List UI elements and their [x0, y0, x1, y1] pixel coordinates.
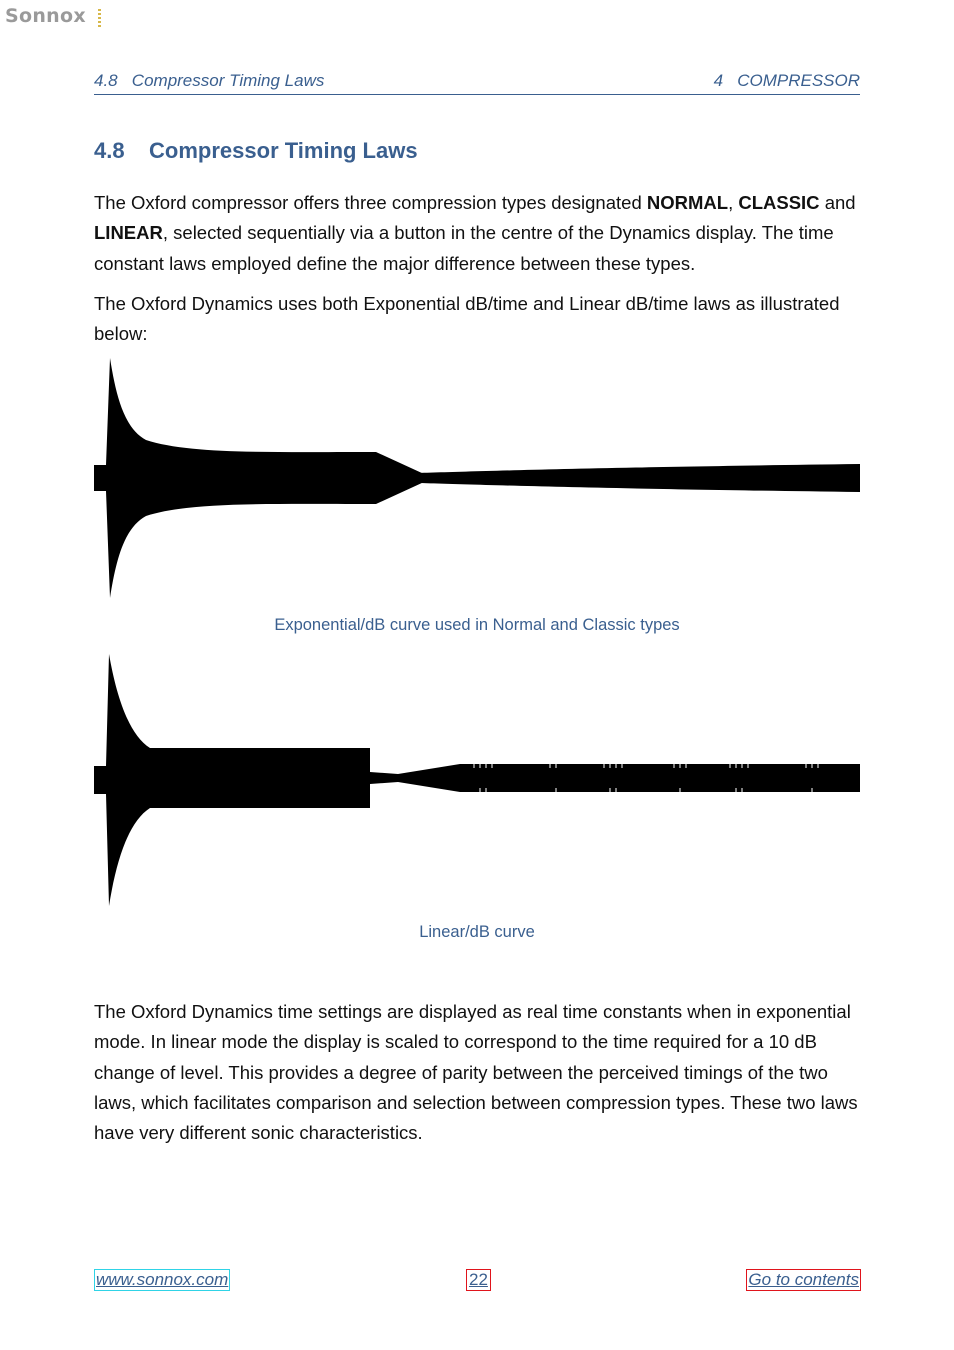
website-link[interactable]: www.sonnox.com [96, 1270, 229, 1289]
running-header [94, 70, 860, 95]
linear-curve-caption: Linear/dB curve [419, 923, 535, 941]
header-section-label: 4.8 Compressor Timing Laws [94, 71, 325, 90]
section-title: 4.8 Compressor Timing Laws [94, 138, 418, 163]
sonnox-logo: Sonnox [5, 5, 86, 27]
logo-dots-icon [98, 9, 101, 27]
page-number-link[interactable]: 22 [466, 1269, 491, 1291]
classic-keyword: CLASSIC [738, 192, 820, 213]
linear-curve-figure [94, 654, 860, 906]
header-chapter-label: 4 COMPRESSOR [713, 71, 860, 90]
normal-keyword: NORMAL [646, 192, 729, 213]
linear-keyword: LINEAR [94, 222, 163, 244]
exponential-waveform [94, 358, 860, 598]
go-to-contents-link[interactable]: Go to contents [748, 1270, 859, 1289]
linear-waveform [94, 654, 860, 906]
intro-paragraph-1: The Oxford compressor offers three compression types designated NORMAL, CLASSIC and LINEAR, selected sequentially via a button in the centre of the Dynamics display. The time constant laws employed define the major difference between these types. [94, 192, 856, 274]
exponential-curve-caption: Exponential/dB curve used in Normal and Classic types [274, 616, 680, 634]
exponential-curve-figure [94, 358, 860, 598]
timing-paragraph: The Oxford Dynamics time settings are displayed as real time constants when in exponential mode. In linear mode the display is scaled to correspond to the time required for a 10 dB change of level. This provides a degree of parity between the perceived timings of the two laws, which facilitates comparison and selection between compression types. These two laws have very different sonic characteristics. [94, 1001, 858, 1144]
intro-paragraph-2: The Oxford Dynamics uses both Exponential dB/time and Linear dB/time laws as illustrated below: [94, 293, 840, 345]
